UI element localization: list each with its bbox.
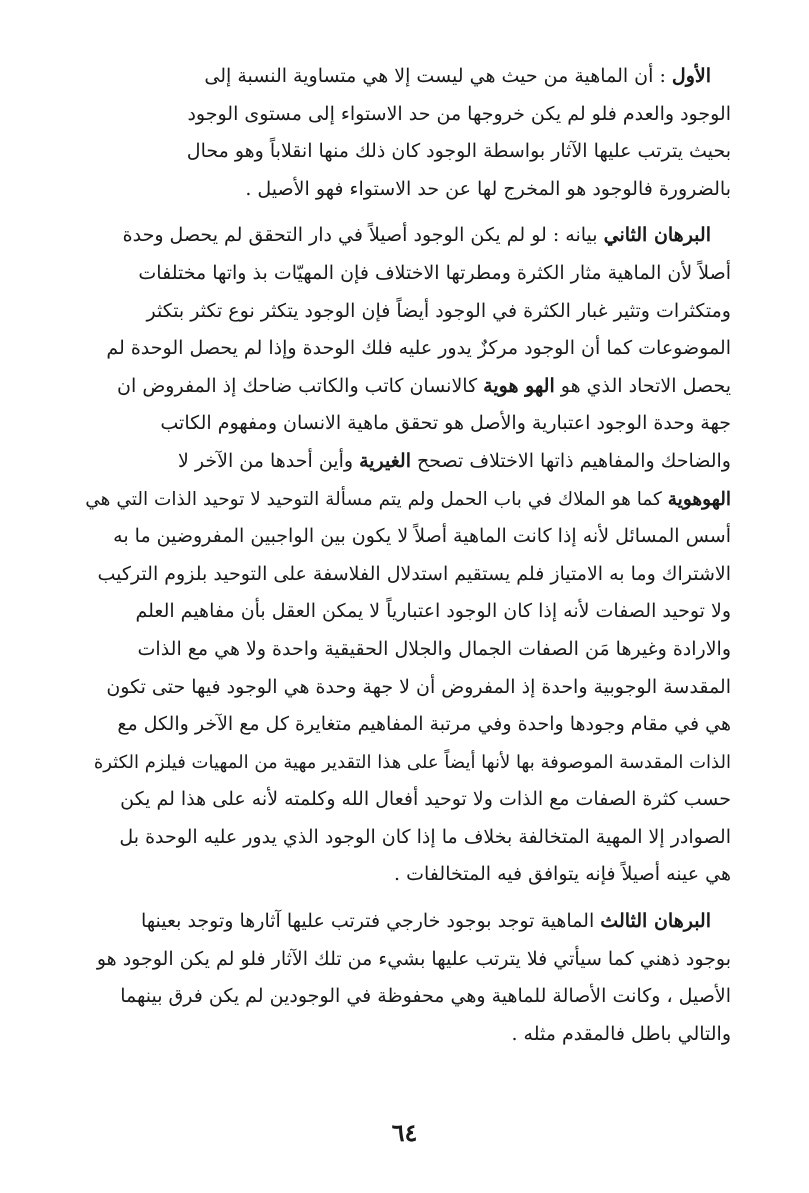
bold-term: الغيرية <box>359 449 411 472</box>
line-text: والضاحك والمفاهيم ذاتها الاختلاف تصحح <box>411 449 731 472</box>
line-text: حسب كثرة الصفات مع الذات ولا توحيد أفعال الله وكلمته لأنه على هذا لم يكن <box>120 788 731 811</box>
paragraph-gap <box>78 894 731 903</box>
text-line <box>78 631 731 669</box>
text-line <box>78 744 731 782</box>
paragraph <box>78 58 731 208</box>
line-text: أصلاً لأن الماهية مثار الكثرة ومطرتها الاختلاف فإن المهيّات بذ واتها مختلفات <box>138 261 731 284</box>
page-number: ٦٤ <box>391 1118 418 1147</box>
line-text: الذات المقدسة الموصوفة بها لأنها أيضاً على هذا التقدير مهية من المهيات فيلزم الكثرة <box>93 751 731 773</box>
text-line <box>78 133 731 171</box>
line-text: بحيث يترتب عليها الآثار بواسطة الوجود كان ذلك منها انقلاباً وهو محال <box>186 140 731 163</box>
paragraph-gap <box>78 208 731 217</box>
text-line <box>78 518 731 556</box>
line-text: الأصيل ، وكانت الأصالة للماهية وهي محفوظة في الوجودين لم يكن فرق بينهما <box>120 985 731 1008</box>
text-line <box>78 368 731 406</box>
text-line <box>78 669 731 707</box>
bold-term: البرهان الثاني <box>603 224 711 247</box>
text-line <box>78 1016 731 1054</box>
text-line <box>78 781 731 819</box>
body-text <box>78 58 731 1053</box>
line-text: ومتكثرات وتثير غبار الكثرة في الوجود أيضاً فإن الوجود يتكثر نوع تكثر بتكثر <box>146 299 731 322</box>
paragraph <box>78 217 731 894</box>
line-text: يحصل الاتحاد الذي هو <box>554 374 731 397</box>
text-line <box>78 593 731 631</box>
paragraph <box>78 903 731 1053</box>
line-text: جهة وحدة الوجود اعتبارية والأصل هو تحقق ماهية الانسان ومفهوم الكاتب <box>160 412 731 435</box>
line-text: المقدسة الوجوبية واحدة إذ المفروض أن لا جهة وحدة هي الوجود فيها حتى تكون <box>106 675 731 698</box>
line-text: الماهية توجد بوجود خارجي فترتب عليها آثارها وتوجد بعينها <box>140 910 601 933</box>
line-text: الاشتراك وما به الامتياز فلم يستقيم استدلال الفلاسفة على التوحيد بلزوم التركيب <box>97 562 731 585</box>
text-line <box>78 58 731 96</box>
line-text: بيانه : لو لم يكن الوجود أصيلاً في دار التحقق لم يحصل وحدة <box>122 224 604 247</box>
text-line <box>78 481 731 519</box>
text-line <box>78 978 731 1016</box>
bold-term: الأول <box>671 65 711 87</box>
text-line <box>78 443 731 481</box>
line-text: هي عينه أصيلاً فإنه يتوافق فيه المتخالفات . <box>394 863 731 886</box>
text-line <box>78 330 731 368</box>
line-text: ولا توحيد الصفات لأنه إذا كان الوجود اعتبارياً لا يمكن العقل بأن مفاهيم العلم <box>135 600 731 623</box>
line-text: الوجود والعدم فلو لم يكن خروجها من حد الاستواء إلى مستوى الوجود <box>187 102 731 125</box>
text-line <box>78 856 731 894</box>
line-text: بوجود ذهني كما سيأتي فلا يترتب عليها بشيء من تلك الآثار فلو لم يكن الوجود هو <box>96 947 731 970</box>
line-text: الصوادر إلا المهية المتخالفة بخلاف ما إذا كان الوجود الذي يدور عليه الوحدة بل <box>119 825 731 848</box>
text-line <box>78 941 731 979</box>
bold-term: الهوهوية <box>667 488 731 510</box>
text-line <box>78 255 731 293</box>
bold-term: البرهان الثالث <box>600 910 711 933</box>
line-text: هي في مقام وجودها واحدة وفي مرتبة المفاهيم متغايرة كل مع الآخر والكل مع <box>117 713 731 736</box>
line-text: أسس المسائل لأنه إذا كانت الماهية أصلاً لا يكون بين الواجبين المفروضين ما به <box>113 525 731 548</box>
line-text: كالانسان كاتب والكاتب ضاحك إذ المفروض ان <box>117 374 484 397</box>
line-text: والتالي باطل فالمقدم مثله . <box>511 1022 731 1045</box>
text-line <box>78 217 731 255</box>
line-text: الموضوعات كما أن الوجود مركزٌ يدور عليه فلك الوحدة وإذا لم يحصل الوحدة لم <box>106 337 731 360</box>
line-text: : أن الماهية من حيث هي ليست إلا هي متساوية النسبة إلى <box>204 65 672 87</box>
line-text: والارادة وغيرها مَن الصفات الجمال والجلال الحقيقية واحدة ولا هي مع الذات <box>137 637 731 660</box>
text-line <box>78 556 731 594</box>
line-text: بالضرورة فالوجود هو المخرج لها عن حد الاستواء فهو الأصيل . <box>245 177 731 200</box>
text-line <box>78 171 731 209</box>
text-line <box>78 293 731 331</box>
text-line <box>78 706 731 744</box>
line-text: كما هو الملاك في باب الحمل ولم يتم مسألة التوحيد لا توحيد الذات التي هي <box>85 488 668 510</box>
bold-term: الهو هوية <box>483 374 555 397</box>
line-text: وأين أحدها من الآخر لا <box>178 449 360 472</box>
text-line <box>78 903 731 941</box>
text-line <box>78 96 731 134</box>
text-line <box>78 819 731 857</box>
text-line <box>78 405 731 443</box>
